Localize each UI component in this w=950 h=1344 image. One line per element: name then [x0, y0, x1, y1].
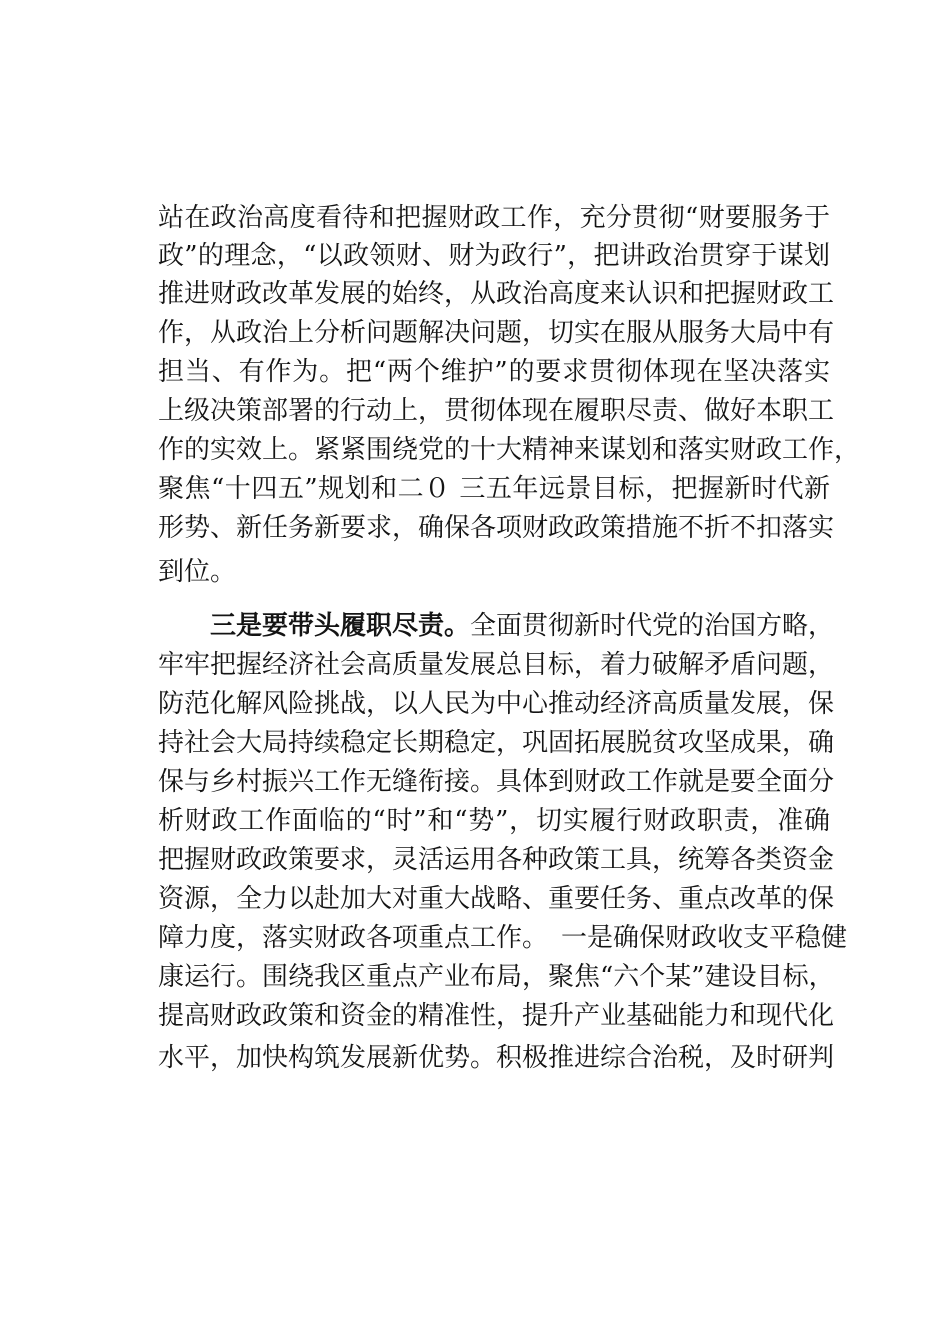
paragraph-line: 析财政工作面临的“时”和“势”，切实履行财政职责，准确 — [158, 806, 830, 836]
paragraph-line: 担当、有作为。把“两个维护”的要求贯彻体现在坚决落实 — [158, 357, 830, 387]
paragraph-first-line — [210, 606, 835, 646]
paragraph-line: 聚焦“十四五”规划和二０ 三五年远景目标，把握新时代新 — [158, 474, 830, 504]
paragraph-line: 持社会大局持续稳定长期稳定，巩固拓展脱贫攻坚成果，确 — [158, 728, 835, 758]
paragraph-line: 形势、新任务新要求，确保各项财政政策措施不折不扣落实 — [158, 513, 835, 543]
paragraph-line: 提高财政政策和资金的精准性，提升产业基础能力和现代化 — [158, 1001, 835, 1031]
paragraph-line: 水平，加快构筑发展新优势。积极推进综合治税，及时研判 — [158, 1043, 835, 1073]
paragraph-line: 障力度，落实财政各项重点工作。 一是确保财政收支平稳健 — [158, 923, 848, 953]
paragraph-line: 把握财政政策要求，灵活运用各种政策工具，统筹各类资金 — [158, 845, 835, 875]
paragraph-line: 保与乡村振兴工作无缝衔接。具体到财政工作就是要全面分 — [158, 767, 835, 797]
paragraph-line: 作的实效上。紧紧围绕党的十大精神来谋划和落实财政工作， — [158, 435, 861, 465]
paragraph-line: 站在政治高度看待和把握财政工作，充分贯彻“财要服务于 — [158, 203, 830, 233]
paragraph-line: 资源，全力以赴加大对重大战略、重要任务、重点改革的保 — [158, 884, 835, 914]
paragraph-line: 作，从政治上分析问题解决问题，切实在服从服务大局中有 — [158, 318, 835, 348]
paragraph-line: 防范化解风险挑战，以人民为中心推动经济高质量发展，保 — [158, 689, 835, 719]
paragraph-line: 政”的理念，“以政领财、财为政行”，把讲政治贯穿于谋划 — [158, 241, 830, 271]
section-heading: 三是要带头履职尽责。 — [210, 611, 471, 641]
heading-continuation: 全面贯彻新时代党的治国方略， — [470, 611, 835, 641]
paragraph-line: 牢牢把握经济社会高质量发展总目标，着力破解矛盾问题， — [158, 650, 835, 680]
paragraph-line: 到位。 — [158, 557, 237, 587]
paragraph-line: 康运行。围绕我区重点产业布局，聚焦“六个某”建设目标， — [158, 962, 835, 992]
paragraph-line: 上级决策部署的行动上，贯彻体现在履职尽责、做好本职工 — [158, 396, 835, 426]
paragraph-line: 推进财政改革发展的始终，从政治高度来认识和把握财政工 — [158, 279, 835, 309]
